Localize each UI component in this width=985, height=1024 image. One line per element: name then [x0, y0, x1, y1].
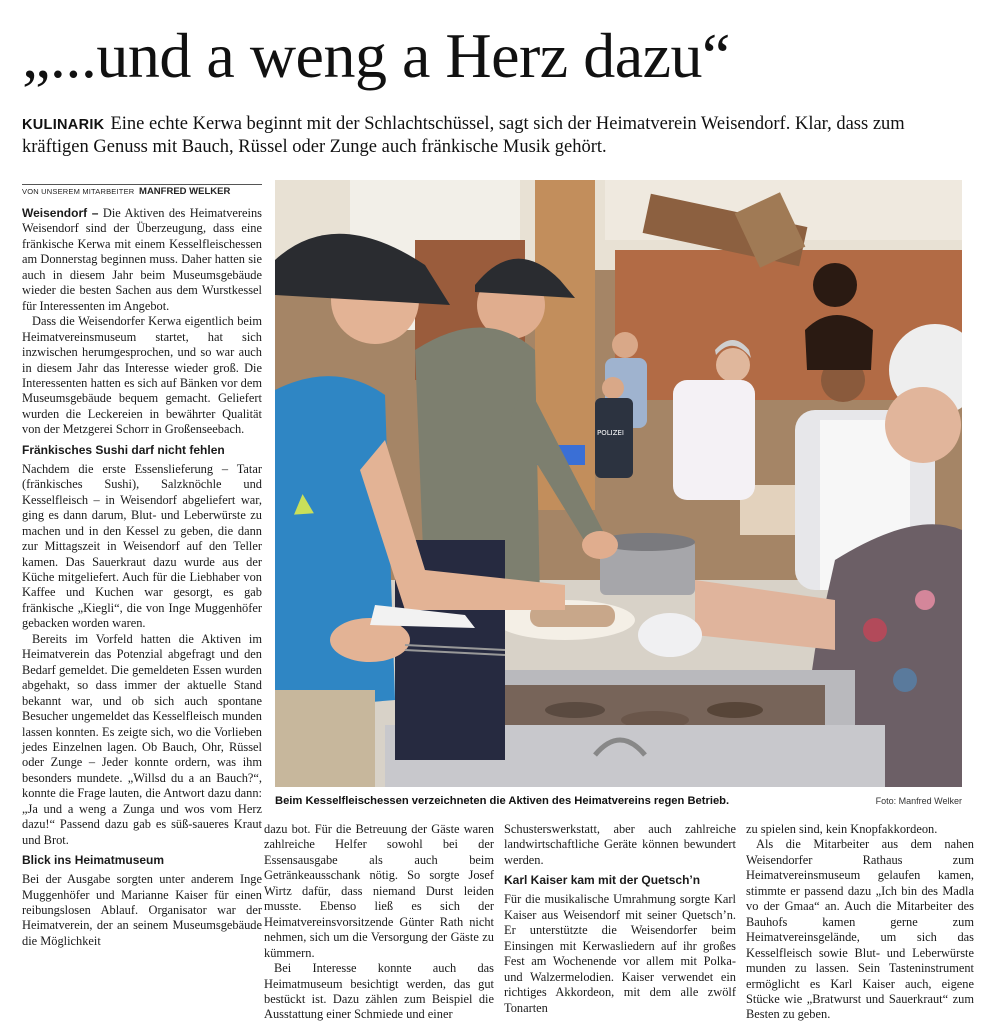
- photo-caption: [275, 795, 962, 807]
- paragraph: zu spielen sind, kein Knopfakkordeon.: [746, 822, 938, 836]
- byline: [22, 184, 262, 197]
- article-column-3: [504, 822, 736, 1016]
- photo-illustration: [275, 180, 962, 787]
- paragraph: [22, 206, 262, 314]
- byline-name: MANFRED WELKER: [139, 186, 231, 197]
- svg-text:▲: ▲: [292, 487, 315, 519]
- paragraph: Dass die Weisendorfer Kerwa eigentlich beim Heimatvereinsmuseum startet, hat sich inzwischen herumgesprochen, und so war auch in diesem Jahr das Interesse wieder groß. Die Interessenten hatten es sich auf Bänken vor dem Museumsgebäude bequem gemacht. Geliefert wurden die Leckereien in bewährter Qualität von der Metzgerei Schorr in Großenseebach.: [22, 314, 262, 437]
- headline: „...und a weng a Herz dazu“: [22, 20, 730, 91]
- subheading: Fränkisches Sushi darf nicht fehlen: [22, 442, 225, 457]
- paragraph: dazu bot. Für die Betreuung der Gäste waren zahlreiche Helfer sowohl bei der Essensausgabe als auch beim Getränkeausschank nötig. So sorgte Josef Wirtz dafür, dass niemand Durst leiden musste. Ebenso ließ es sich der Heimatvereinsvorsitzende Günter Rath nicht nehmen, sich um die Versorgung der Gäste zu kümmern.: [264, 822, 494, 960]
- paragraph: Als die Mitarbeiter aus dem nahen Weisendorfer Rathaus zum Heimatvereinsmuseum gelaufen kamen, stimmte er passend dazu „Ich bin des Madla vo der Gmaa“ an. Auch die Mitarbeiter des Bauhofs kamen gerne zum Heimatvereinsgelände, um sich das Kesselfleisch sowie Blut- und Leberwürste munden zu lassen. Sein Tasteninstrument ermöglicht es Karl Kaiser auch, eigene Stücke wie „Bratwurst und Sauerkraut“ zum Besten zu geben.: [746, 837, 974, 1022]
- paragraph: Schusterswerkstatt, aber auch zahlreiche landwirtschaftliche Geräte können bewundert werden.: [504, 822, 736, 867]
- article-column-4: [746, 822, 974, 1023]
- subheading: Karl Kaiser kam mit der Quetsch’n: [504, 873, 701, 888]
- paragraph: Bei Interesse konnte auch das Heimatmuseum besichtigt werden, das gut bestückt ist. Dazu zählen zum Beispiel die Ausstattung einer Schmiede und einer: [264, 961, 494, 1022]
- kicker: KULINARIK: [22, 117, 105, 133]
- article-column-2: [264, 822, 494, 1023]
- paragraph: Bereits im Vorfeld hatten die Aktiven im Heimatverein das Potenzial abgefragt und den Bedarf gemeldet. Die gemeldeten Essen wurden abgehakt, so dass immer der aktuelle Stand bekannt war, und ob sich auch spontane Besucher ungemeldet das Kesselfleisch munden lassen konnten. Es zeigte sich, wo die Vorlieben jedes Einzelnen lagen. Ob Bauch, Ohr, Rüssel oder Zunge – Jeder konnte ordern, was ihm besonders mundete. „Willsd du a an Bauch?“, konnte die Frage lauten, die Antwort dazu dann: „Ja und a weng a Zunga und wos vom Herz dazu!“ Passend dazu gab es süß-saueres Kraut und Brot.: [22, 631, 262, 847]
- paragraph: Für die musikalische Umrahmung sorgte Karl Kaiser aus Weisendorf mit seiner Quetsch’n. Er unterstützte die Weisendorfer beim Einsingen mit Kerwasliedern auf ihr großes Fest am Wochenende vor allem mit Polka- und Walzermelodien. Kaiser verwendet ein richtiges Akkordeon, mit dem alle zwölf Tonarten: [504, 892, 736, 1015]
- paragraph: Bei der Ausgabe sorgten unter anderem Inge Muggenhöfer und Marianne Kaiser für einen reibungslosen Ablauf. Organisator war der Heimatverein, der an seinem Museumsgebäude die Möglichkeit: [22, 872, 262, 948]
- teaser-text: Eine echte Kerwa beginnt mit der Schlachtschüssel, sagt sich der Heimatverein Weisendorf. Klar, dass zum kräftigen Genuss mit Bauch, Rüssel oder Zunge auch fränkische Musik gehört.: [22, 114, 905, 157]
- dateline: Weisendorf –: [22, 206, 99, 220]
- teaser: [22, 113, 967, 158]
- article-column-1: [22, 206, 262, 949]
- paragraph-text: Die Aktiven des Heimatvereins Weisendorf sind der Überzeugung, dass eine fränkische Kerwa mit einem Kesselfleischessen am Donnerstag beginnen muss. Daher hatten sie auch in diesem Jahr beim Museumsgebäude wieder die besten Sachen aus dem Wurstkessel für Interessenten im Angebot.: [22, 206, 262, 313]
- article-photo: [275, 180, 962, 787]
- photo-credit: Foto: Manfred Welker: [875, 796, 962, 806]
- subheading: Blick ins Heimatmuseum: [22, 853, 165, 868]
- paragraph: Nachdem die erste Essenslieferung – Tatar (fränkisches Sushi), Salzknöchle und Kesselfleisch – in Weisendorf abgeliefert war, ging es dann darum, Blut- und Leberwürste zu machen und in den Kessel zu geben, die dann zur Mittagszeit in Weisendorf auf den Teller kamen. Das Sauerkraut dazu wurde aus der Küche mitgeliefert. Auch für die Liebhaber von Kaffee und Kuchen war gesorgt, es gab fränkische „Kiegli“, die von Inge Muggenhöfer gebacken worden waren.: [22, 461, 262, 631]
- byline-label: VON UNSEREM MITARBEITER: [22, 187, 135, 196]
- caption-text: Beim Kesselfleischessen verzeichneten die Aktiven des Heimatvereins regen Betrieb.: [275, 795, 730, 807]
- police-vest-text: POLIZEI: [597, 429, 624, 437]
